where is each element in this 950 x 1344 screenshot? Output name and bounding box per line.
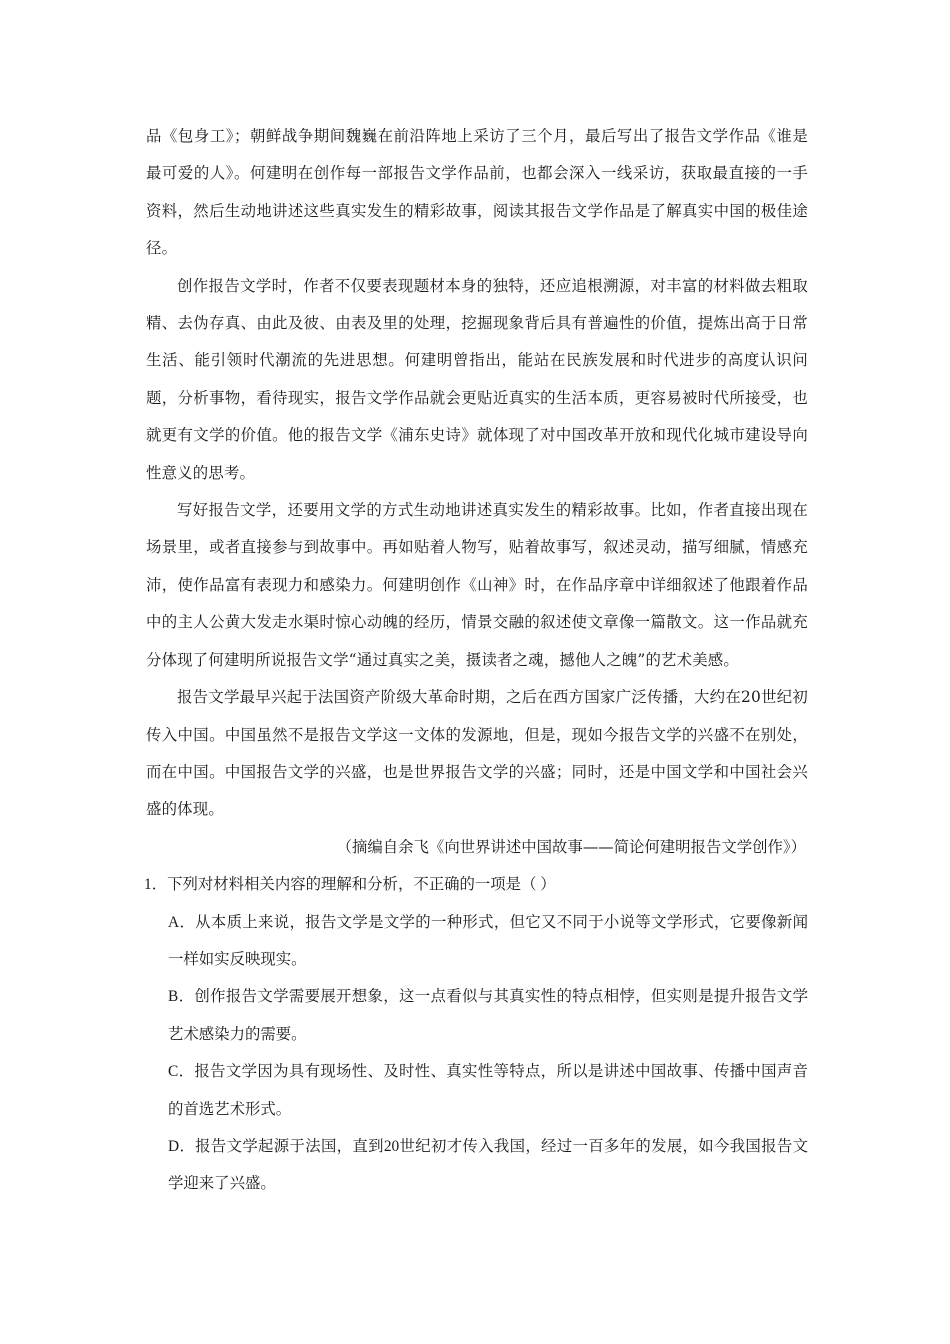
article-paragraph-3: 写好报告文学，还要用文学的方式生动地讲述真实发生的精彩故事。比如，作者直接出现在场景里，或者直接参与到故事中。再如贴着人物写，贴着故事写，叙述灵动，描写细腻，情感充沛，使作品富有表现力和感染力。何建明创作《山神》时，在作品序章中详细叙述了他跟着作品中的主人公黄大发走水渠时惊心动魄的经历，情景交融的叙述使文章像一篇散文。这一作品就充分体现了何建明所说报告文学“通过真实之美，摄读者之魂，撼他人之魄”的艺术美感。	[146, 501, 808, 669]
option-d	[168, 1128, 808, 1203]
option-c-text: 报告文学因为具有现场性、及时性、真实性等特点，所以是讲述中国故事、传播中国声音的首选艺术形式。	[168, 1063, 808, 1118]
option-b	[168, 978, 808, 1053]
option-a-text: 从本质上来说，报告文学是文学的一种形式，但它又不同于小说等文学形式，它要像新闻一样如实反映现实。	[168, 913, 808, 968]
page-content	[146, 118, 808, 1203]
option-b-letter: B．	[168, 988, 195, 1006]
article-paragraph-1: 品《包身工》；朝鲜战争期间魏巍在前沿阵地上采访了三个月，最后写出了报告文学作品《谁是最可爱的人》。何建明在创作每一部报告文学作品前，也都会深入一线采访，获取最直接的一手资料，然后生动地讲述这些真实发生的精彩故事，阅读其报告文学作品是了解真实中国的极佳途径。	[146, 127, 808, 258]
option-d-letter: D．	[168, 1137, 196, 1155]
question-options	[168, 904, 808, 1203]
option-c	[168, 1053, 808, 1128]
option-d-text: 报告文学起源于法国，直到20世纪初才传入我国，经过一百多年的发展，如今我国报告文学迎来了兴盛。	[168, 1137, 808, 1193]
article-source: （摘编自余飞《向世界讲述中国故事——简论何建明报告文学创作》）	[336, 837, 806, 856]
question-stem: 1．下列对材料相关内容的理解和分析，不正确的一项是（ ）	[144, 876, 556, 894]
option-c-letter: C．	[168, 1063, 195, 1081]
article-paragraph-4: 报告文学最早兴起于法国资产阶级大革命时期，之后在西方国家广泛传播，大约在20世纪初传入中国。中国虽然不是报告文学这一文体的发源地，但是，现如今报告文学的兴盛不在别处，而在中国。中国报告文学的兴盛，也是世界报告文学的兴盛；同时，还是中国文学和中国社会兴盛的体现。	[146, 688, 808, 819]
option-a	[168, 904, 808, 979]
option-a-letter: A．	[168, 913, 196, 931]
article-paragraph-2: 创作报告文学时，作者不仅要表现题材本身的独特，还应追根溯源，对丰富的材料做去粗取精、去伪存真、由此及彼、由表及里的处理，挖掘现象背后具有普遍性的价值，提炼出高于日常生活、能引领时代潮流的先进思想。何建明曾指出，能站在民族发展和时代进步的高度认识问题，分析事物，看待现实，报告文学作品就会更贴近真实的生活本质，更容易被时代所接受，也就更有文学的价值。他的报告文学《浦东史诗》就体现了对中国改革开放和现代化城市建设导向性意义的思考。	[146, 276, 808, 482]
option-b-text: 创作报告文学需要展开想象，这一点看似与其真实性的特点相悖，但实则是提升报告文学艺术感染力的需要。	[168, 988, 808, 1043]
